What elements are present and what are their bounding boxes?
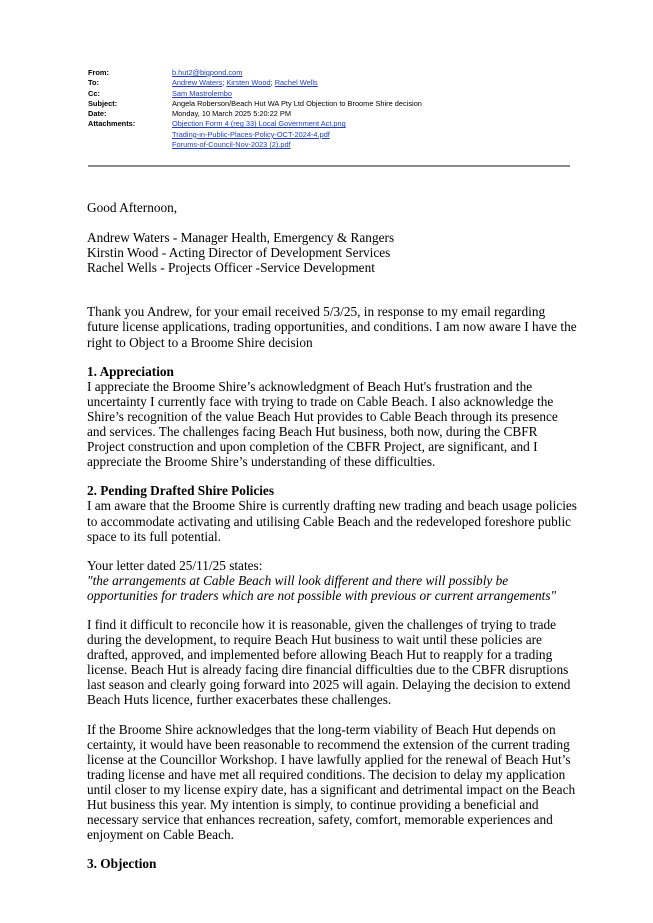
attachments-row <box>88 119 570 150</box>
cc-label: Cc: <box>88 88 100 98</box>
to-recipient-link[interactable]: Andrew Waters <box>172 78 223 88</box>
section-paragraph: If the Broome Shire acknowledges that the long-term viability of Beach Hut depends on certainty, it would have been reasonable to recommend the extension of the current trading license at the Councillor Workshop. I have lawfully applied for the renewal of Beach Hut’s trading license and have met all required conditions. The decision to delay my application until closer to my license expiry date, has a significant and detrimental impact on the Beach Hut business this year. My intention is simply, to continue providing a beneficial and necessary service that enhances recreation, safety, comfort, memorable experiences and enjoyment on Cable Beach. <box>87 721 576 843</box>
from-label: From: <box>88 68 109 77</box>
section-heading: 3. Objection <box>87 856 157 872</box>
date-value: Monday, 10 March 2025 5:20:22 PM <box>172 109 292 119</box>
addressee-line: Andrew Waters - Manager Health, Emergency & Rangers <box>87 230 395 246</box>
attachments-label: Attachments: <box>88 119 136 129</box>
section-heading: 1. Appreciation <box>87 363 174 379</box>
addressee-line: Kirstin Wood - Acting Director of Development Services <box>87 245 391 261</box>
subject-row <box>88 99 570 109</box>
attachment-link[interactable]: Trading-in-Public-Places-Policy-OCT-2024-4.pdf <box>172 129 330 139</box>
email-header <box>88 68 570 150</box>
to-recipient-link[interactable]: Kirsten Wood <box>226 78 271 88</box>
to-row: To: Andrew Waters; Kirsten Wood; Rachel Wells <box>88 78 318 88</box>
attachment-link[interactable]: Objection Form 4 (reg 33) Local Government Act.png <box>172 119 346 129</box>
from-email-link[interactable]: b.hut2@bigpond.com <box>172 68 243 77</box>
email-body <box>87 200 577 871</box>
cc-row <box>88 89 570 99</box>
date-row <box>88 109 570 119</box>
header-divider <box>88 165 570 167</box>
letter-reference: Your letter dated 25/11/25 states: <box>87 557 263 573</box>
cc-recipient-link[interactable]: Sam Mastrolembo <box>172 88 232 98</box>
to-label: To: <box>88 78 99 88</box>
date-label: Date: <box>88 109 107 119</box>
section-heading: 2. Pending Drafted Shire Policies <box>87 483 275 499</box>
section-paragraph: I appreciate the Broome Shire’s acknowledgment of Beach Hut's frustration and the uncertainty I currently face with trying to trade on Cable Beach. I also acknowledge the Shire’s recognition of the value Beach Hut provides to Cable Beach through its presence and services. The challenges facing Beach Hut business, both now, during the CBFR Project construction and upon completion of the CBFR Project, are significant, and I appreciate the Broome Shire’s understanding of these difficulties. <box>87 378 558 470</box>
quoted-text: "the arrangements at Cable Beach will look different and there will possibly be opportunities for traders which are not possible with previous or current arrangements" <box>87 572 557 603</box>
attachment-link[interactable]: Forums-of-Council-Nov-2023 (2).pdf <box>172 140 291 150</box>
from-row <box>88 68 570 78</box>
section-paragraph: I find it difficult to reconcile how it is reasonable, given the challenges of trying to trade during the development, to require Beach Hut business to wait until these policies are drafted, approved, and implemented before allowing Beach Hut to reapply for a trading license. Beach Hut is already facing dire financial difficulties due to the CBFR disruptions last season and clearly going forward into 2025 will again. Delaying the decision to extend Beach Huts licence, further exacerbates these challenges. <box>87 616 571 708</box>
subject-value: Angela Roberson/Beach Hut WA Pty Ltd Objection to Broome Shire decision <box>172 98 422 108</box>
subject-label: Subject: <box>88 98 118 108</box>
intro-paragraph: Thank you Andrew, for your email received 5/3/25, in response to my email regarding future license applications, trading opportunities, and conditions. I am now aware I have the right to Object to a Broome Shire decision <box>87 304 577 350</box>
addressee-line: Rachel Wells - Projects Officer -Service Development <box>87 260 375 276</box>
to-recipient-link[interactable]: Rachel Wells <box>274 78 318 88</box>
section-paragraph: I am aware that the Broome Shire is currently drafting new trading and beach usage policies to accommodate activating and utilising Cable Beach and the redeveloped foreshore public space to its full potential. <box>87 498 577 544</box>
greeting: Good Afternoon, <box>87 200 178 215</box>
